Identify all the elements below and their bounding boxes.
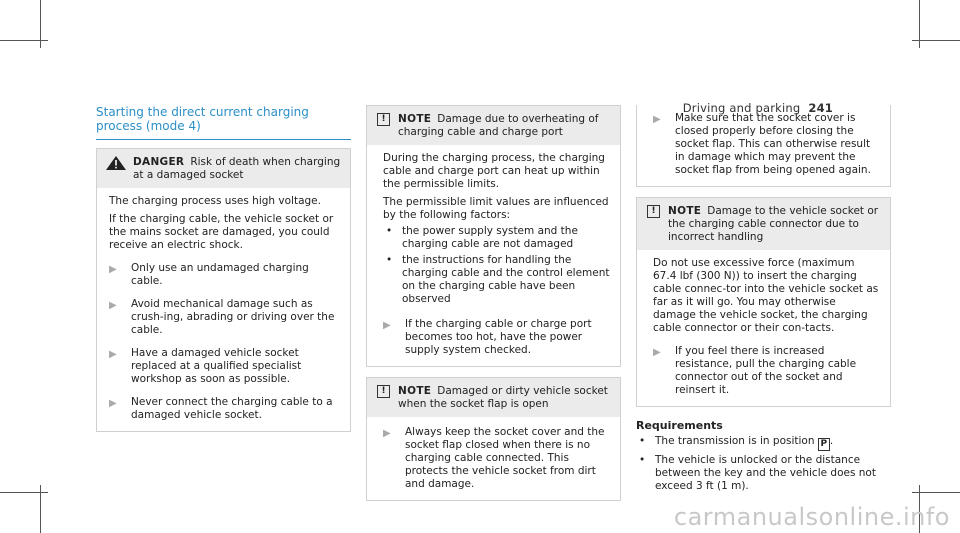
requirement-text: The vehicle is unlocked or the distance between the key and the vehicle does not exceed 3 ft (1 m). [655, 454, 876, 492]
arrow-icon: ▶ [109, 264, 117, 275]
note-head [367, 106, 620, 145]
arrow-icon: ▶ [383, 428, 391, 439]
arrow-icon: ▶ [383, 320, 391, 331]
arrow-icon: ▶ [109, 349, 117, 360]
exclamation-icon: ! [647, 205, 660, 218]
page-number: 241 [808, 101, 833, 115]
note-continuation [636, 105, 891, 187]
crop-mark [0, 40, 48, 41]
action-text: Never connect the charging cable to a damaged vehicle socket. [131, 396, 333, 421]
bullet-item [383, 254, 610, 306]
note-body [637, 105, 890, 186]
note-body [367, 145, 620, 366]
header-section: Driving and parking [682, 101, 801, 115]
bullet-text: the instructions for handling the charging cable and the control element on the charging cable have been observed [402, 254, 610, 305]
requirement-item [636, 435, 891, 451]
note-label: NOTE [398, 113, 432, 125]
action-item [383, 426, 610, 491]
note-body [367, 417, 620, 500]
action-item [109, 396, 340, 422]
note-label: NOTE [668, 205, 702, 217]
column-3 [636, 105, 891, 493]
note-heading: Damage to the vehicle socket or the charging cable connector due to incorrect handling [668, 205, 879, 243]
exclamation-icon: ! [377, 113, 390, 126]
park-position-symbol: P [818, 438, 830, 451]
note-heading: Damaged or dirty vehicle socket when the socket flap is open [398, 385, 608, 410]
arrow-icon: ▶ [653, 347, 661, 358]
note-box [636, 197, 891, 407]
danger-label: DANGER [133, 156, 185, 168]
crop-mark [912, 40, 960, 41]
arrow-icon: ▶ [109, 300, 117, 311]
note-label: NOTE [398, 385, 432, 397]
bullet-icon: • [639, 435, 646, 447]
action-item [653, 345, 880, 397]
bullet-icon: • [386, 254, 393, 266]
danger-box [96, 148, 351, 432]
danger-body [97, 188, 350, 431]
note-heading: Damage due to overheating of charging cable and charge port [398, 113, 599, 138]
note-body [637, 250, 890, 406]
note-box [366, 105, 621, 367]
action-text: If the charging cable or charge port becomes too hot, have the power supply system checked. [405, 318, 592, 356]
note-paragraph: Do not use excessive force (maximum 67.4 lbf (300 N)) to insert the charging cable connec-tor into the vehicle socket as far as it will go. You may otherwise damage the vehicle socket, the charging cable connector or their con-tacts. [653, 257, 879, 334]
note-paragraph: The permissible limit values are influenced by the following factors: [383, 196, 609, 221]
section-title: Starting the direct current charging process (mode 4) [96, 105, 351, 140]
action-item [383, 318, 610, 357]
action-item [109, 347, 340, 386]
requirement-text: The transmission is in position [655, 435, 815, 447]
action-text: Have a damaged vehicle socket replaced at a qualified specialist workshop as soon as possible. [131, 347, 302, 385]
requirements-title: Requirements [636, 419, 723, 432]
action-item [109, 298, 340, 337]
action-item [653, 112, 880, 177]
crop-mark [912, 492, 960, 493]
danger-paragraph: If the charging cable, the vehicle socket or the mains socket are damaged, you could receive an electric shock. [109, 213, 334, 251]
note-head [367, 378, 620, 417]
note-head [637, 198, 890, 250]
warning-triangle-icon [105, 156, 127, 170]
bullet-item [383, 225, 610, 251]
action-text: Avoid mechanical damage such as crush-ing, abrading or driving over the cable. [131, 298, 335, 336]
crop-mark [0, 492, 48, 493]
action-item [109, 262, 340, 288]
arrow-icon: ▶ [653, 114, 661, 125]
action-text: Make sure that the socket cover is closed properly before closing the socket flap. This can otherwise result in damage which may prevent the socket flap from being opened again. [675, 112, 871, 176]
watermark: carmanualsonline.info [673, 503, 950, 531]
exclamation-icon: ! [377, 385, 390, 398]
column-1 [96, 105, 351, 432]
action-text: Always keep the socket cover and the socket flap closed when there is no charging cable connected. This protects the vehicle socket from dirt and damage. [405, 426, 605, 490]
danger-head [97, 149, 350, 188]
action-text: If you feel there is increased resistance, pull the charging cable connector out of the socket and reinsert it. [675, 345, 857, 396]
bullet-text: the power supply system and the charging cable are not damaged [402, 225, 578, 250]
danger-heading: Risk of death when charging at a damaged socket [133, 156, 341, 181]
bullet-icon: • [386, 225, 393, 237]
requirement-item [636, 454, 891, 493]
note-box [366, 377, 621, 501]
bullet-icon: • [639, 454, 646, 466]
requirements-list [636, 435, 891, 493]
requirement-punct: . [829, 435, 834, 447]
arrow-icon: ▶ [109, 398, 117, 409]
note-paragraph: During the charging process, the charging cable and charge port can heat up within the permissible limits. [383, 152, 605, 190]
action-text: Only use an undamaged charging cable. [131, 262, 309, 287]
column-2 [366, 105, 621, 501]
danger-paragraph: The charging process uses high voltage. [109, 195, 321, 207]
